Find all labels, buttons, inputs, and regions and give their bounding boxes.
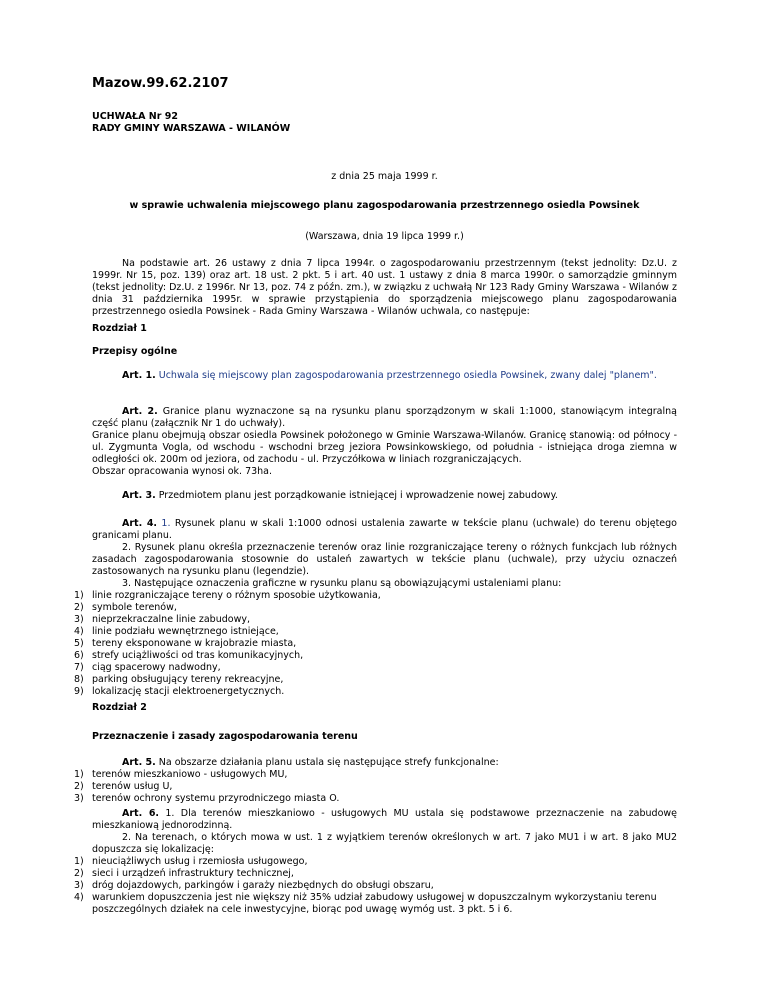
article-4-para-1: Art. 4. 1. Rysunek planu w skali 1:1000 odnosi ustalenia zawarte w tekście planu (uchwale) do terenu objętego granicami planu.: [92, 518, 677, 541]
list-item: 4) linie podziału wewnętrznego istniejące,: [74, 626, 279, 637]
resolution-subject: w sprawie uchwalenia miejscowego planu zagospodarowania przestrzennego osiedla Powsinek: [129, 200, 640, 211]
list-item: 3) terenów ochrony systemu przyrodniczego miasta O.: [74, 793, 340, 804]
publication-date: (Warszawa, dnia 19 lipca 1999 r.): [305, 231, 464, 242]
article-2-label: Art. 2.: [122, 406, 158, 417]
list-item: 5) tereny eksponowane w krajobrazie miasta,: [74, 638, 297, 649]
resolution-date: z dnia 25 maja 1999 r.: [331, 171, 438, 182]
article-1-text: Uchwala się miejscowy plan zagospodarowania przestrzennego osiedla Powsinek, zwany dalej "planem".: [158, 370, 657, 381]
chapter-2-subtitle: Przeznaczenie i zasady zagospodarowania terenu: [92, 731, 358, 742]
article-3: Art. 3. Przedmiotem planu jest porządkowanie istniejącej i wprowadzenie nowej zabudowy.: [122, 490, 558, 501]
article-6-list: [74, 856, 674, 916]
chapter-2-title: Rozdział 2: [92, 702, 147, 713]
council-name: RADY GMINY WARSZAWA - WILANÓW: [92, 123, 291, 134]
article-1-label: Art. 1.: [122, 370, 156, 381]
list-item: 9) lokalizację stacji elektroenergetycznych.: [74, 686, 285, 697]
list-item: 1) linie rozgraniczające tereny o różnym sposobie użytkowania,: [74, 590, 381, 601]
list-item: 2) sieci i urządzeń infrastruktury technicznej,: [74, 868, 294, 879]
preamble: Na podstawie art. 26 ustawy z dnia 7 lipca 1994r. o zagospodarowaniu przestrzennym (tekst jednolity: Dz.U. z 1999r. Nr 15, poz. 139) oraz art. 18 ust. 2 pkt. 5 i art. 40 ust. 1 ustawy z dnia 8 marca 1990r. o samorządzie gminnym (tekst jednolity: Dz.U. z 1996r. Nr 13, poz. 74 z późn. zm.), w związku z uchwałą Nr 123 Rady Gminy Warszawa - Wilanów z dnia 31 października 1995r. w sprawie przystąpienia do sporządzenia miejscowego planu zagospodarowania przestrzennego osiedla Powsinek - Rada Gminy Warszawa - Wilanów uchwala, co następuje:: [92, 258, 677, 317]
article-3-label: Art. 3.: [122, 490, 156, 501]
resolution-header: [92, 111, 290, 135]
document-code: Mazow.99.62.2107: [92, 76, 229, 91]
article-2: [92, 406, 677, 478]
resolution-number: UCHWAŁA Nr 92: [92, 111, 178, 122]
article-2-para-1: Art. 2. Granice planu wyznaczone są na rysunku planu sporządzonym w skali 1:1000, stanowiącym integralną część planu (załącznik Nr 1 do uchwały).: [92, 406, 677, 429]
article-4-list: [74, 590, 674, 698]
list-item: 7) ciąg spacerowy nadwodny,: [74, 662, 221, 673]
list-item: 2) symbole terenów,: [74, 602, 177, 613]
article-5-list: [74, 769, 674, 805]
article-6-para-1: Art. 6. 1. Dla terenów mieszkaniowo - usługowych MU ustala się podstawowe przeznaczenie na zabudowę mieszkaniową jednorodzinną.: [92, 808, 677, 831]
article-6-label: Art. 6.: [122, 808, 160, 819]
list-item: 2) terenów usług U,: [74, 781, 173, 792]
list-item: 3) dróg dojazdowych, parkingów i garaży niezbędnych do obsługi obszaru,: [74, 880, 434, 891]
article-2-para-3: Obszar opracowania wynosi ok. 73ha.: [92, 466, 273, 477]
list-item: 4) warunkiem dopuszczenia jest nie większy niż 35% udział zabudowy usługowej w dopuszczalnym wykorzystaniu terenu poszczególnych działek na cele inwestycyjne, biorąc pod uwagę wymóg ust. 3 pkt. 5 i 6.: [74, 892, 657, 915]
list-item: 6) strefy uciążliwości od tras komunikacyjnych,: [74, 650, 304, 661]
list-item: 8) parking obsługujący tereny rekreacyjne,: [74, 674, 284, 685]
article-4: [92, 518, 677, 590]
article-6: [92, 808, 677, 856]
article-4-para-3: 3. Następujące oznaczenia graficzne w rysunku planu są obowiązującymi ustaleniami planu:: [122, 578, 562, 589]
chapter-1-subtitle: Przepisy ogólne: [92, 346, 178, 357]
article-6-para-2: 2. Na terenach, o których mowa w ust. 1 z wyjątkiem terenów określonych w art. 7 jako MU1 i w art. 8 jako MU2 dopuszcza się lokalizację:: [92, 832, 677, 855]
list-item: 1) nieuciążliwych usług i rzemiosła usługowego,: [74, 856, 308, 867]
list-item: 3) nieprzekraczalne linie zabudowy,: [74, 614, 250, 625]
chapter-1-title: Rozdział 1: [92, 323, 147, 334]
article-1: [92, 370, 677, 382]
article-4-para-2: 2. Rysunek planu określa przeznaczenie terenów oraz linie rozgraniczające tereny o różnych funkcjach lub różnych zasadach zagospodarowania stosownie do ustaleń zawartych w tekście planu (uchwale), przy użyciu oznaczeń zastosowanych na rysunku planu (legendzie).: [92, 542, 677, 577]
article-5-label: Art. 5.: [122, 757, 156, 768]
article-4-label: Art. 4.: [122, 518, 158, 529]
article-5: Art. 5. Na obszarze działania planu ustala się następujące strefy funkcjonalne:: [122, 757, 499, 768]
article-2-para-2: Granice planu obejmują obszar osiedla Powsinek położonego w Gminie Warszawa-Wilanów. Granicę stanowią: od północy - ul. Zygmunta Vogla, od wschodu - wschodni brzeg jeziora Powsinkowskiego, od południa - istniejąca droga ziemna w odległości ok. 200m od jeziora, od zachodu - ul. Przyczółkowa w liniach rozgraniczających.: [92, 430, 677, 465]
list-item: 1) terenów mieszkaniowo - usługowych MU,: [74, 769, 288, 780]
